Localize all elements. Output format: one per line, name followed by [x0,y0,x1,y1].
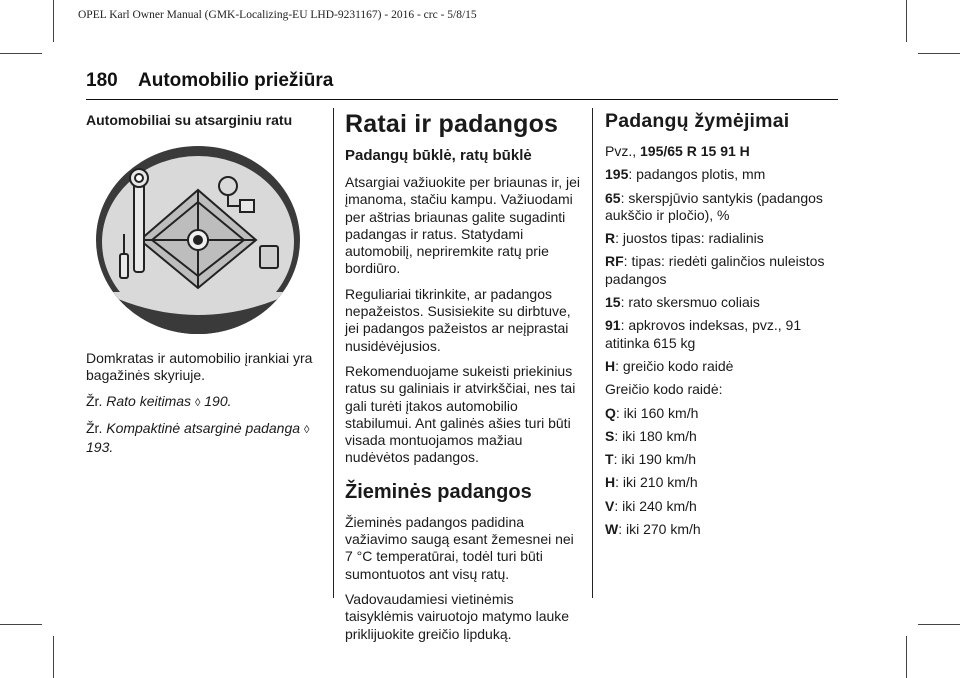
page-ref-icon: ◊ [194,396,201,409]
example-value: 195/65 R 15 91 H [640,143,750,159]
list-item-text: : padangos plotis, mm [628,166,766,183]
list-item [605,428,841,445]
example-line: Pvz., 195/65 R 15 91 H [605,143,750,159]
body-paragraph: Vadovaudamiesi vietinėmis taisyklėmis vairuotojo matymo lauke priklijuokite greičio lipduką. [345,590,570,642]
speed-code-heading: Greičio kodo raidė: [605,381,723,398]
list-item [605,451,841,468]
cross-reference: Žr. Kompaktinė atsarginė padanga ◊ 193. [86,419,310,456]
list-item [605,317,841,352]
list-item-key: 15 [605,294,621,311]
column-right [605,106,841,544]
list-item-key: R [605,230,616,247]
winter-tyres-heading: Žieminės padangos [345,480,532,503]
crop-mark [918,624,960,625]
page-header [86,70,333,92]
list-item [605,190,841,225]
list-item-key: RF [605,253,624,270]
tyre-marking-list [605,166,841,375]
body-paragraph: Reguliariai tikrinkite, ar padangos nepažeistos. Susisiekite su dirbtuve, jei padangos pažeistos ar neįprastai nusidėvėjusios. [345,285,571,354]
list-item-text: : apkrovos indeksas, pvz., 91 atitinka 615 kg [605,317,802,351]
list-item-text: : skerspjūvio santykis (padangos aukščio ir pločio), % [605,189,823,223]
list-item [605,294,841,311]
list-item-text: : rato skersmuo coliais [620,294,760,311]
crop-mark [906,0,907,42]
ref-link-rato-keitimas[interactable]: Rato keitimas [106,392,192,409]
list-item-text: : tipas: riedėti galinčios nuleistos padangos [605,253,825,287]
document-meta: OPEL Karl Owner Manual (GMK-Localizing-EU LHD-9231167) - 2016 - crc - 5/8/15 [78,9,477,21]
section-title: Ratai ir padangos [345,110,559,138]
list-item-key: W [605,521,619,538]
speed-code-list [605,405,841,539]
list-item [605,358,841,375]
list-item-key: 195 [605,166,629,183]
crop-mark [918,53,960,54]
list-item [605,230,841,247]
cross-reference: Žr. Rato keitimas ◊ 190. [86,392,232,409]
list-item-text: : iki 160 km/h [615,404,699,421]
column-left [86,106,322,464]
list-item-text: : greičio kodo raidė [615,357,734,374]
body-paragraph: Atsargiai važiuokite per briaunas ir, jei įmanoma, stačiu kampu. Važiuodami per aštrias briaunas galite sugadinti padangas ir ratus. Statydami automobilį, nepriremkite ratų prie bordiūro. [345,174,581,277]
list-item [605,405,841,422]
list-item-text: : iki 270 km/h [618,521,701,538]
body-paragraph: Žieminės padangos padidina važiavimo saugą esant žemesnei nei 7 °C temperatūrai, todėl turi būti sumontuotos ant visų ratų. [345,513,574,582]
header-rule [86,99,838,100]
ref-link-kompaktine-padanga[interactable]: Kompaktinė atsarginė padanga [106,419,301,436]
list-item [605,166,841,183]
spare-wheel-tools-figure [94,142,302,336]
list-item-key: 65 [605,189,621,206]
list-item-key: 91 [605,317,621,334]
column-divider [592,108,593,598]
column-divider [333,108,334,598]
list-item-key: Q [605,404,616,421]
list-item [605,474,841,491]
chapter-title: Automobilio priežiūra [138,70,334,91]
subsection-heading: Padangų būklė, ratų būklė [345,147,532,164]
body-paragraph: Rekomenduojame sukeisti priekinius ratus su galiniais ir atvirkščiai, nes tai gali turėti įtakos automobilio stabilumui. Ant galinės ašies turi būti visada montuojamos mažiau nudėvėtos padangos. [345,362,576,466]
page-number: 180 [86,70,118,91]
crop-mark [0,624,42,625]
page-ref-icon: ◊ [303,423,310,436]
list-item-text: : juostos tipas: radialinis [615,230,764,247]
list-item-text: : iki 240 km/h [614,497,697,514]
list-item-key: H [605,474,616,491]
list-item [605,253,841,288]
column-middle [345,106,581,651]
crop-mark [53,0,54,42]
list-item-key: V [605,497,615,514]
crop-mark [53,636,54,678]
crop-mark [906,636,907,678]
list-item-key: S [605,427,615,444]
list-item [605,521,841,538]
list-item-text: : iki 210 km/h [615,474,698,491]
tyre-markings-title: Padangų žymėjimai [605,110,790,132]
list-item-key: T [605,451,614,468]
list-item [605,498,841,515]
list-item-key: H [605,357,616,374]
list-item-text: : iki 190 km/h [613,451,697,468]
figure-caption: Domkratas ir automobilio įrankiai yra bagažinės skyriuje. [86,350,313,384]
list-item-text: : iki 180 km/h [614,427,697,444]
crop-mark [0,53,42,54]
section-heading: Automobiliai su atsarginiu ratu [86,112,293,128]
